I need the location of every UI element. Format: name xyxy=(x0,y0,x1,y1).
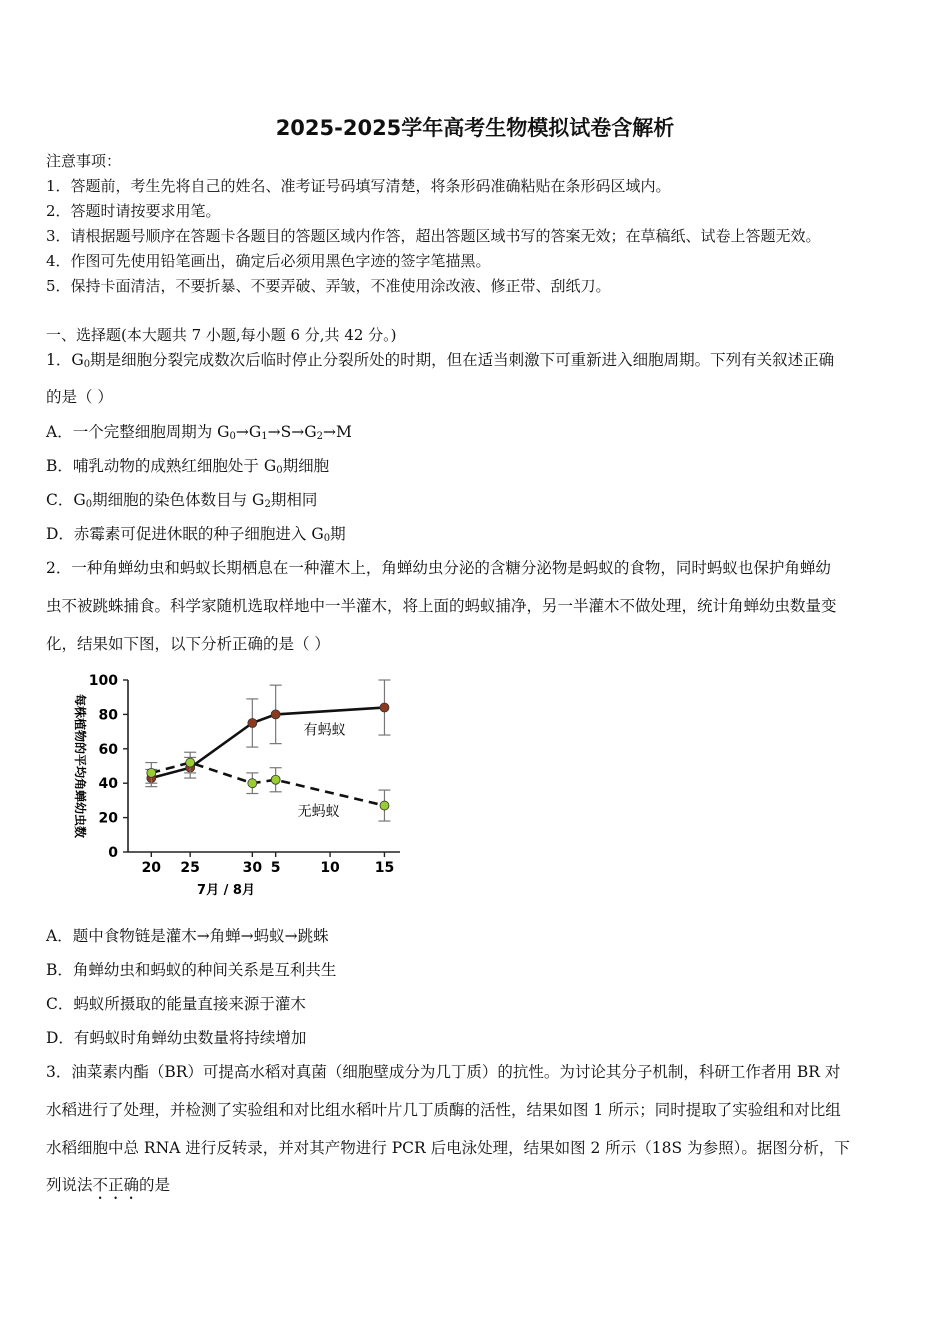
line-chart xyxy=(60,672,420,902)
data-point xyxy=(248,779,257,788)
section-heading: 一、选择题(本大题共 7 小题,每小题 6 分,共 42 分。) xyxy=(46,326,397,344)
question-2-option-a: A．题中食物链是灌木→角蝉→蚂蚁→跳蛛 xyxy=(46,927,329,945)
question-3-stem: 3．油菜素内酯（BR）可提高水稻对真菌（细胞壁成分为几丁质）的抗性。为讨论其分子机制，科研工作者用 BR 对 xyxy=(46,1063,841,1081)
x-tick-label: 30 xyxy=(242,860,263,876)
data-point xyxy=(147,768,156,777)
y-tick-label: 80 xyxy=(98,707,118,724)
question-3-stem: 水稻细胞中总 RNA 进行反转录，并对其产物进行 PCR 后电泳处理，结果如图 2 所示（18S 为参照）。据图分析，下 xyxy=(46,1139,850,1157)
x-tick-label: 25 xyxy=(180,860,200,876)
data-point xyxy=(271,710,280,719)
series-label: 有蚂蚁 xyxy=(303,722,346,739)
note-item: 2．答题时请按要求用笔。 xyxy=(46,202,221,220)
emphasis-text: 不正确 xyxy=(92,1176,140,1194)
question-2-option-b: B．角蝉幼虫和蚂蚁的种间关系是互利共生 xyxy=(46,961,337,979)
question-2-stem: 2．一种角蝉幼虫和蚂蚁长期栖息在一种灌木上，角蝉幼虫分泌的含糖分泌物是蚂蚁的食物，同时蚂蚁也保护角蝉幼 xyxy=(46,559,831,577)
question-2-stem: 虫不被跳蛛捕食。科学家随机选取样地中一半灌木，将上面的蚂蚁捕净，另一半灌木不做处理，统计角蝉幼虫数量变 xyxy=(46,597,837,615)
note-item: 4．作图可先使用铅笔画出，确定后必须用黑色字迹的签字笔描黑。 xyxy=(46,252,491,270)
data-point xyxy=(271,775,280,784)
y-tick-label: 0 xyxy=(108,845,118,861)
question-1-option-c: C．$G_0$期细胞的染色体数目与 $G_2$期相同 xyxy=(46,491,318,510)
note-item: 1．答题前，考生先将自己的姓名、准考证号码填写清楚，将条形码准确粘贴在条形码区域内。 xyxy=(46,177,671,195)
y-tick-label: 40 xyxy=(98,776,118,793)
y-tick-label: 100 xyxy=(88,673,118,689)
x-tick-label: 10 xyxy=(320,860,340,876)
data-point xyxy=(186,758,195,767)
question-3-stem-last: 列说法不正确的是 xyxy=(46,1176,171,1194)
question-2-stem: 化，结果如下图，以下分析正确的是（ ） xyxy=(46,635,330,653)
question-1-option-d: D．赤霉素可促进休眠的种子细胞进入 $G_0$期 xyxy=(46,525,346,544)
data-point xyxy=(380,801,389,810)
page-title: 2025-2025学年高考生物模拟试卷含解析 xyxy=(275,116,675,140)
question-1-stem-cont: 的是（ ） xyxy=(46,388,113,406)
notes-heading: 注意事项： xyxy=(46,152,122,170)
note-item: 5．保持卡面清洁，不要折暴、不要弄破、弄皱，不准使用涂改液、修正带、刮纸刀。 xyxy=(46,277,611,295)
question-2-option-c: C．蚂蚁所摄取的能量直接来源于灌木 xyxy=(46,995,306,1013)
question-2-option-d: D．有蚂蚁时角蝉幼虫数量将持续增加 xyxy=(46,1029,307,1047)
x-tick-label: 20 xyxy=(141,860,162,876)
x-tick-label: 5 xyxy=(270,860,281,876)
y-axis-label: 每株植物的平均角蝉幼虫数 xyxy=(73,693,87,839)
data-point xyxy=(380,703,389,712)
question-1-option-a: A．一个完整细胞周期为 $G_0\to G_1\to S\to G_2\to M$ xyxy=(46,423,352,442)
data-point xyxy=(248,719,257,728)
x-tick-label: 15 xyxy=(374,860,395,876)
question-1-option-b: B．哺乳动物的成熟红细胞处于 $G_0$期细胞 xyxy=(46,457,330,476)
note-item: 3．请根据题号顺序在答题卡各题目的答题区域内作答，超出答题区域书写的答案无效；在草稿纸、试卷上答题无效。 xyxy=(46,227,821,245)
series-label: 无蚂蚁 xyxy=(297,803,340,820)
y-tick-label: 20 xyxy=(98,810,118,827)
y-tick-label: 60 xyxy=(98,741,118,758)
question-1-stem: 1．$G_0$期是细胞分裂完成数次后临时停止分裂所处的时期，但在适当刺激下可重新进入细胞周期。下列有关叙述正确 xyxy=(46,351,835,370)
question-3-stem: 水稻进行了处理，并检测了实验组和对比组水稻叶片几丁质酶的活性，结果如图 1 所示；同时提取了实验组和对比组 xyxy=(46,1101,841,1119)
x-axis-label: 7月 / 8月 xyxy=(197,883,255,898)
